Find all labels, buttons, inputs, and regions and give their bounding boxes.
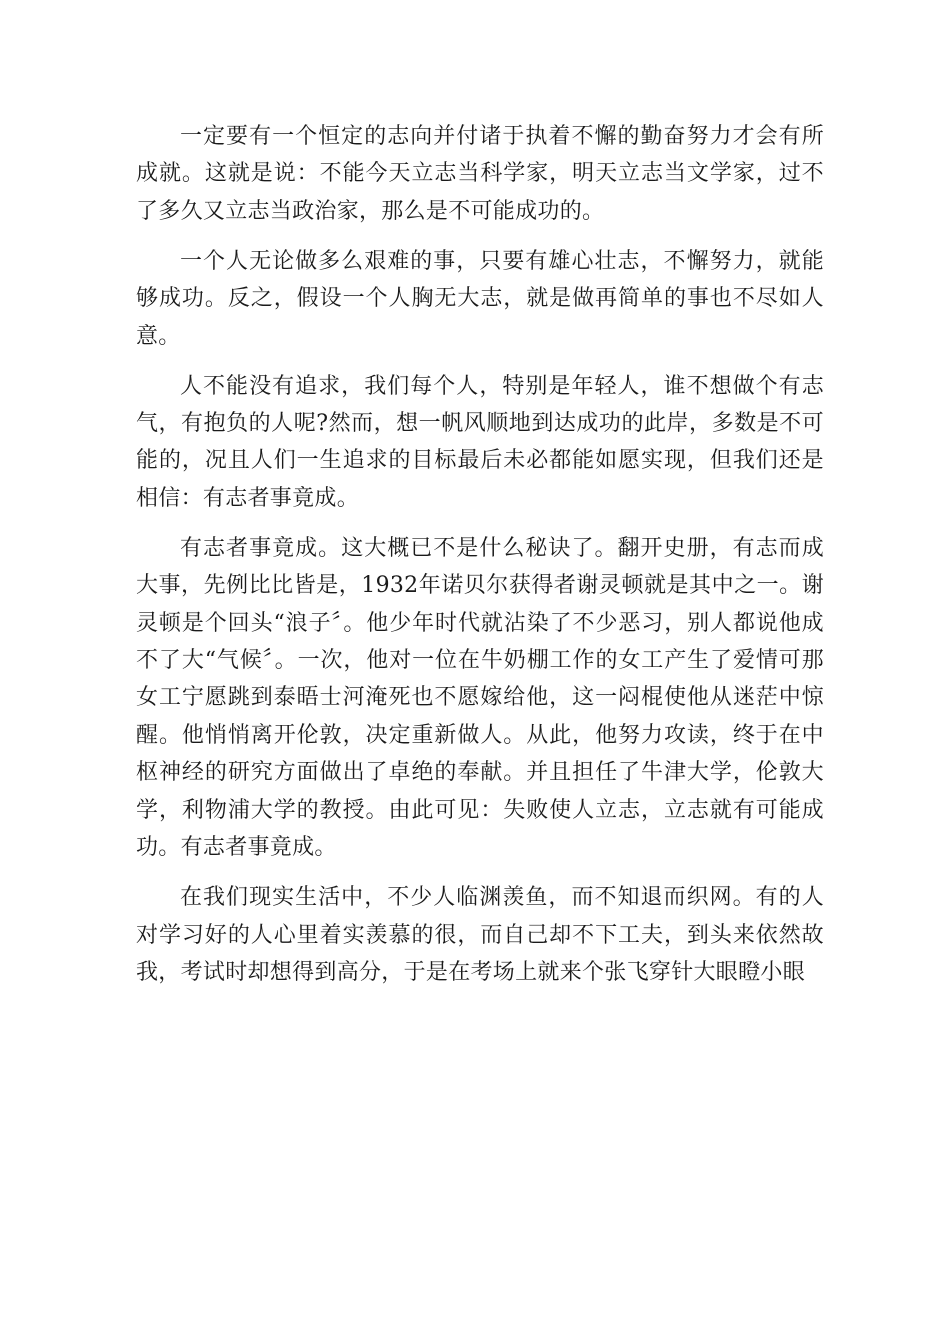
- paragraph-4: 有志者事竟成。这大概已不是什么秘诀了。翻开史册，有志而成大事，先例比比皆是，1932年诺贝尔获得者谢灵顿就是其中之一。谢灵顿是个回头“浪子〞。他少年时代就沾染了不少恶习，别人都说他成不了大“气候〞。一次，他对一位在牛奶棚工作的女工产生了爱情可那女工宁愿跳到泰晤士河淹死也不愿嫁给他，这一闷棍使他从迷茫中惊醒。他悄悄离开伦敦，决定重新做人。从此，他努力攻读，终于在中枢神经的研究方面做出了卓绝的奉献。并且担任了牛津大学，伦敦大学，利物浦大学的教授。由此可见：失败使人立志，立志就有可能成功。有志者事竟成。: [136, 535, 824, 861]
- document-body: [136, 118, 824, 1004]
- paragraph-5: 在我们现实生活中，不少人临渊羡鱼，而不知退而织网。有的人对学习好的人心里着实羡慕的很，而自己却不下工夫，到头来依然故我，考试时却想得到高分，于是在考场上就来个张飞穿针大眼瞪小眼: [136, 885, 824, 985]
- paragraph-1: 一定要有一个恒定的志向并付诸于执着不懈的勤奋努力才会有所成就。这就是说：不能今天立志当科学家，明天立志当文学家，过不了多久又立志当政治家，那么是不可能成功的。: [136, 124, 824, 224]
- paragraph-2: 一个人无论做多么艰难的事，只要有雄心壮志，不懈努力，就能够成功。反之，假设一个人胸无大志，就是做再简单的事也不尽如人意。: [136, 248, 824, 349]
- paragraph-3: 人不能没有追求，我们每个人，特别是年轻人，谁不想做个有志气，有抱负的人呢?然而，想一帆风顺地到达成功的此岸，多数是不可能的，况且人们一生追求的目标最后未必都能如愿实现，但我们还是相信：有志者事竟成。: [136, 373, 824, 511]
